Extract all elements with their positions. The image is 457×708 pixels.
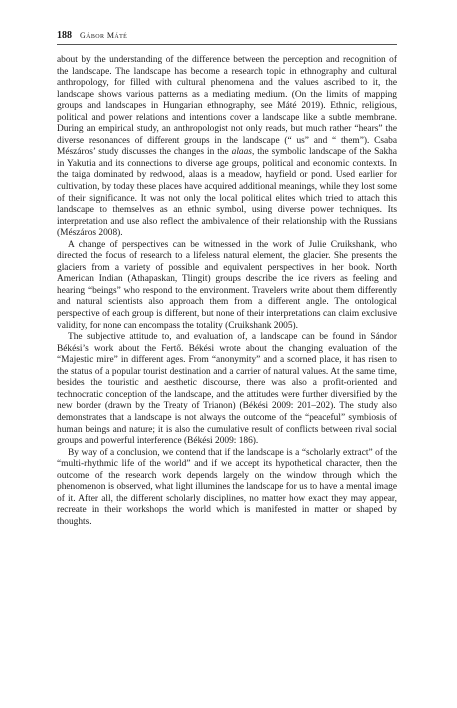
paragraph-text: , the symbolic landscape of the Sakha in Yakutia and its connections to diverse age groups, political and economic contexts. In the taiga dominated by redwood, alaas is a meadow, hayfield or pond. Used earlier for cultivation, by today these places have acquired additional meanings, while they lost some of their significance. It was not only the local political elites which tried to attach this landscape to themselves as an ethnic symbol, using diverse power techniques. Its interpretation and use also reflect the ambivalence of their relationship with the Russians (Mészáros 2008). bbox=[57, 147, 397, 239]
paragraph-text: By way of a conclusion, we contend that if the landscape is a “scholarly extract” of the “multi-rhythmic life of the world” and if we accept its hypothetical character, then the outcome of the research work depends largely on the window through which the phenomenon is observed, what light illumines the landscape for us to have a mental image of it. After all, the different scholarly disciplines, no matter how exact they may appear, recreate in their workshops the world which is manifested in matter or shaped by thoughts. bbox=[57, 447, 397, 527]
running-head-author: Gábor Máté bbox=[80, 31, 128, 40]
paragraph-3 bbox=[57, 332, 397, 447]
paragraph-text: about by the understanding of the difference between the perception and recognition of the landscape. The landscape has become a research topic in ethnography and cultural anthropology, for filled with cultural phenomena and the values ascribed to it, the landscape shows various patterns as a mediating medium. (On the limits of mapping groups and landscapes in Hungarian ethnography, see Máté 2019). Ethnic, religious, political and power relations and intentions cover a landscape like a subtle membrane. During an empirical study, an anthropologist not only reads, but much rather “hears” the diverse resonances of different groups in the landscape (“ us” and “ them”). Csaba Mészáros’ study discusses the changes in the bbox=[57, 55, 397, 158]
paragraph-4 bbox=[57, 448, 397, 529]
body-text bbox=[57, 55, 397, 528]
italic-term-alaas: alaas bbox=[231, 147, 252, 158]
paragraph-text: A change of perspectives can be witnessed in the work of Julie Cruikshank, who directed the focus of research to a lifeless natural element, the glacier. She presents the glaciers from a variety of possible and equivalent perspectives in her book. North American Indian (Athapaskan, Tlingit) groups describe the ice rivers as feeling and hearing “beings” who respond to the environment. Travelers write about them differently and natural scientists also approach them from a different angle. The ontological perspective of each group is different, but none of their interpretations can claim exclusive validity, for none can encompass the totality (Cruikshank 2005). bbox=[57, 239, 397, 331]
paragraph-text: The subjective attitude to, and evaluation of, a landscape can be found in Sándor Békési’s work about the Fertő. Békési wrote about the changing evaluation of the “Majestic mire” in different ages. From “anonymity” and a scorned place, it has risen to the status of a popular tourist destination and a carrier of natural values. At the same time, besides the touristic and aesthetic discourse, there was also a profit-oriented and technocratic conception of the landscape, and the attitudes were further diversified by the new border (drawn by the Treaty of Trianon) (Békési 2009: 201–202). The study also demonstrates that a landscape is not always the outcome of the “peaceful” symbiosis of human beings and nature; it is also the cumulative result of conflicts between rival social groups and powerful interference (Békési 2009: 186). bbox=[57, 332, 397, 447]
page-header bbox=[57, 30, 397, 45]
page-number: 188 bbox=[57, 30, 72, 41]
paragraph-1 bbox=[57, 55, 397, 240]
paragraph-2 bbox=[57, 240, 397, 332]
